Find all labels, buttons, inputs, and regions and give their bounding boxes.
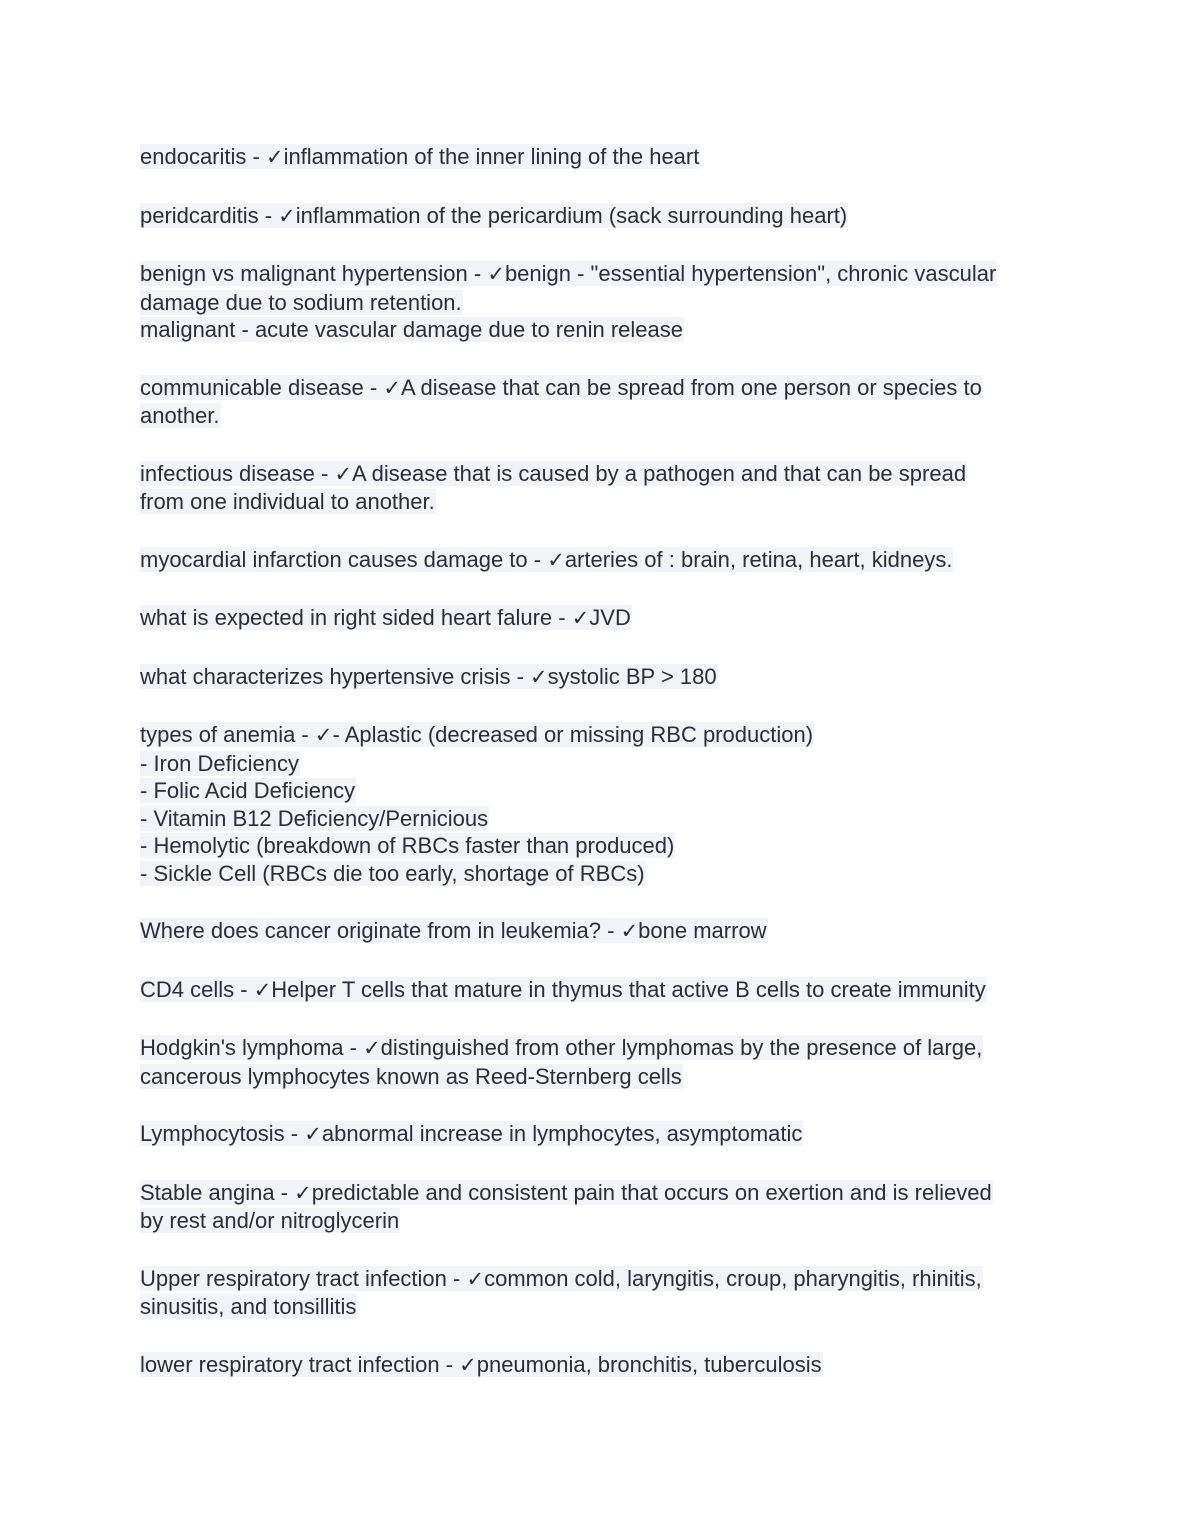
term-line	[140, 460, 1060, 489]
checkmark-icon: ✓	[278, 203, 296, 228]
highlighted-text	[140, 261, 997, 286]
checkmark-icon: ✓	[383, 375, 401, 400]
definition-text-continued: malignant - acute vascular damage due to renin release	[140, 317, 683, 342]
highlighted-text	[140, 203, 848, 228]
highlighted-text	[140, 918, 768, 943]
definition-text-continued: - Hemolytic (breakdown of RBCs faster than produced)	[140, 833, 675, 858]
highlighted-text	[140, 605, 632, 630]
definition-text: arteries of : brain, retina, heart, kidneys.	[564, 546, 953, 572]
definition-text-continued: another.	[140, 403, 220, 428]
checkmark-icon: ✓	[304, 1122, 322, 1146]
definition-continuation-line	[140, 860, 1060, 888]
highlighted-text	[140, 861, 646, 886]
term-line	[140, 721, 1060, 750]
term-label: communicable disease -	[140, 374, 384, 400]
flashcard-entry	[140, 1351, 1060, 1380]
definition-text: abnormal increase in lymphocytes, asymptomatic	[321, 1121, 803, 1146]
checkmark-icon: ✓	[466, 1266, 485, 1291]
checkmark-icon: ✓	[530, 664, 548, 689]
definition-text-continued: - Folic Acid Deficiency	[140, 778, 356, 803]
definition-continuation-line	[140, 1207, 1060, 1235]
definition-text-continued: - Sickle Cell (RBCs die too early, shortage of RBCs)	[140, 860, 645, 886]
definition-continuation-line	[140, 402, 1060, 430]
definition-continuation-line	[140, 777, 1060, 805]
flashcard-document	[140, 143, 1060, 1409]
term-line	[140, 976, 1060, 1005]
definition-text: inflammation of the inner lining of the heart	[283, 144, 700, 169]
term-line	[140, 202, 1060, 231]
checkmark-icon: ✓	[620, 919, 639, 943]
highlighted-text	[140, 375, 983, 400]
definition-text: systolic BP > 180	[547, 663, 717, 689]
term-label: what characterizes hypertensive crisis -	[140, 663, 531, 689]
highlighted-text	[140, 290, 463, 315]
definition-text-continued: damage due to sodium retention.	[140, 289, 462, 315]
definition-text: - Aplastic (decreased or missing RBC production)	[332, 722, 814, 747]
highlighted-text	[140, 1266, 983, 1291]
highlighted-text	[140, 461, 967, 486]
definition-text: JVD	[589, 605, 631, 630]
highlighted-text	[140, 1121, 803, 1146]
definition-text-continued: from one individual to another.	[140, 489, 435, 514]
checkmark-icon: ✓	[334, 461, 353, 486]
flashcard-entry	[140, 976, 1060, 1005]
term-line	[140, 1179, 1060, 1208]
highlighted-text	[140, 664, 718, 689]
term-label: Upper respiratory tract infection -	[140, 1265, 467, 1291]
definition-text-continued: sinusitis, and tonsillitis	[140, 1294, 357, 1319]
term-label: Lymphocytosis -	[140, 1121, 305, 1146]
term-line	[140, 143, 1060, 172]
term-label: peridcarditis -	[140, 202, 279, 228]
term-label: infectious disease -	[140, 460, 335, 486]
checkmark-icon: ✓	[294, 1180, 312, 1205]
term-label: types of anemia -	[140, 722, 315, 747]
term-line	[140, 546, 1060, 575]
highlighted-text	[140, 1294, 357, 1319]
term-label: Stable angina -	[140, 1179, 295, 1205]
flashcard-entry	[140, 721, 1060, 887]
term-label: Hodgkin's lymphoma -	[140, 1035, 364, 1060]
highlighted-text	[140, 1035, 983, 1060]
definition-text: pneumonia, bronchitis, tuberculosis	[476, 1351, 822, 1377]
flashcard-entry	[140, 604, 1060, 633]
term-line	[140, 917, 1060, 946]
term-line	[140, 604, 1060, 633]
definition-text: bone marrow	[638, 918, 767, 943]
checkmark-icon: ✓	[314, 723, 333, 747]
highlighted-text	[140, 1208, 400, 1233]
checkmark-icon: ✓	[487, 262, 505, 286]
flashcard-entry	[140, 260, 1060, 344]
flashcard-entry	[140, 1265, 1060, 1321]
definition-continuation-line	[140, 289, 1060, 317]
flashcard-entry	[140, 663, 1060, 692]
checkmark-icon: ✓	[265, 145, 284, 169]
term-label: benign vs malignant hypertension -	[140, 261, 488, 286]
flashcard-entry	[140, 1034, 1060, 1090]
flashcard-entry	[140, 460, 1060, 516]
highlighted-text	[140, 833, 675, 858]
highlighted-text	[140, 806, 489, 831]
definition-text-continued: - Vitamin B12 Deficiency/Pernicious	[140, 805, 489, 831]
definition-continuation-line	[140, 805, 1060, 833]
term-line	[140, 374, 1060, 403]
highlighted-text	[140, 489, 436, 514]
definition-text: Helper T cells that mature in thymus that active B cells to create immunity	[271, 976, 986, 1002]
flashcard-entry	[140, 1120, 1060, 1149]
definition-text-continued: by rest and/or nitroglycerin	[140, 1208, 400, 1233]
highlighted-text	[140, 722, 814, 747]
definition-text-continued: - Iron Deficiency	[140, 750, 299, 776]
term-label: Where does cancer originate from in leukemia? -	[140, 918, 621, 943]
term-label: CD4 cells -	[140, 976, 254, 1002]
definition-text: common cold, laryngitis, croup, pharyngitis, rhinitis,	[484, 1265, 982, 1291]
flashcard-entry	[140, 917, 1060, 946]
term-line	[140, 1120, 1060, 1149]
highlighted-text	[140, 1352, 823, 1377]
definition-continuation-line	[140, 316, 1060, 344]
checkmark-icon: ✓	[571, 606, 590, 630]
highlighted-text	[140, 977, 987, 1002]
highlighted-text	[140, 1180, 993, 1205]
term-label: what is expected in right sided heart falure -	[140, 605, 572, 630]
checkmark-icon: ✓	[253, 977, 272, 1002]
checkmark-icon: ✓	[459, 1352, 477, 1377]
highlighted-text	[140, 144, 700, 169]
definition-text: A disease that is caused by a pathogen and that can be spread	[352, 460, 967, 486]
highlighted-text	[140, 317, 684, 342]
highlighted-text	[140, 751, 300, 776]
highlighted-text	[140, 778, 356, 803]
highlighted-text	[140, 403, 221, 428]
term-label: endocaritis -	[140, 144, 266, 169]
definition-continuation-line	[140, 1063, 1060, 1091]
term-line	[140, 1265, 1060, 1294]
definition-continuation-line	[140, 832, 1060, 860]
definition-text: A disease that can be spread from one person or species to	[400, 374, 982, 400]
definition-text-continued: cancerous lymphocytes known as Reed-Sternberg cells	[140, 1063, 682, 1089]
flashcard-entry	[140, 1179, 1060, 1235]
flashcard-entry	[140, 374, 1060, 430]
flashcard-entry	[140, 143, 1060, 172]
highlighted-text	[140, 1064, 683, 1089]
term-line	[140, 1351, 1060, 1380]
definition-text: distinguished from other lymphomas by the presence of large,	[380, 1035, 983, 1060]
definition-text: predictable and consistent pain that occurs on exertion and is relieved	[311, 1179, 992, 1205]
definition-continuation-line	[140, 1293, 1060, 1321]
flashcard-entry	[140, 546, 1060, 575]
checkmark-icon: ✓	[363, 1036, 381, 1060]
term-line	[140, 260, 1060, 289]
definition-continuation-line	[140, 750, 1060, 778]
definition-continuation-line	[140, 488, 1060, 516]
flashcard-entry	[140, 202, 1060, 231]
highlighted-text	[140, 547, 953, 572]
term-line	[140, 663, 1060, 692]
term-label: lower respiratory tract infection -	[140, 1351, 460, 1377]
checkmark-icon: ✓	[547, 547, 565, 572]
definition-text: benign - "essential hypertension", chronic vascular	[504, 261, 997, 286]
term-label: myocardial infarction causes damage to -	[140, 546, 548, 572]
term-line	[140, 1034, 1060, 1063]
definition-text: inflammation of the pericardium (sack surrounding heart)	[295, 202, 848, 228]
